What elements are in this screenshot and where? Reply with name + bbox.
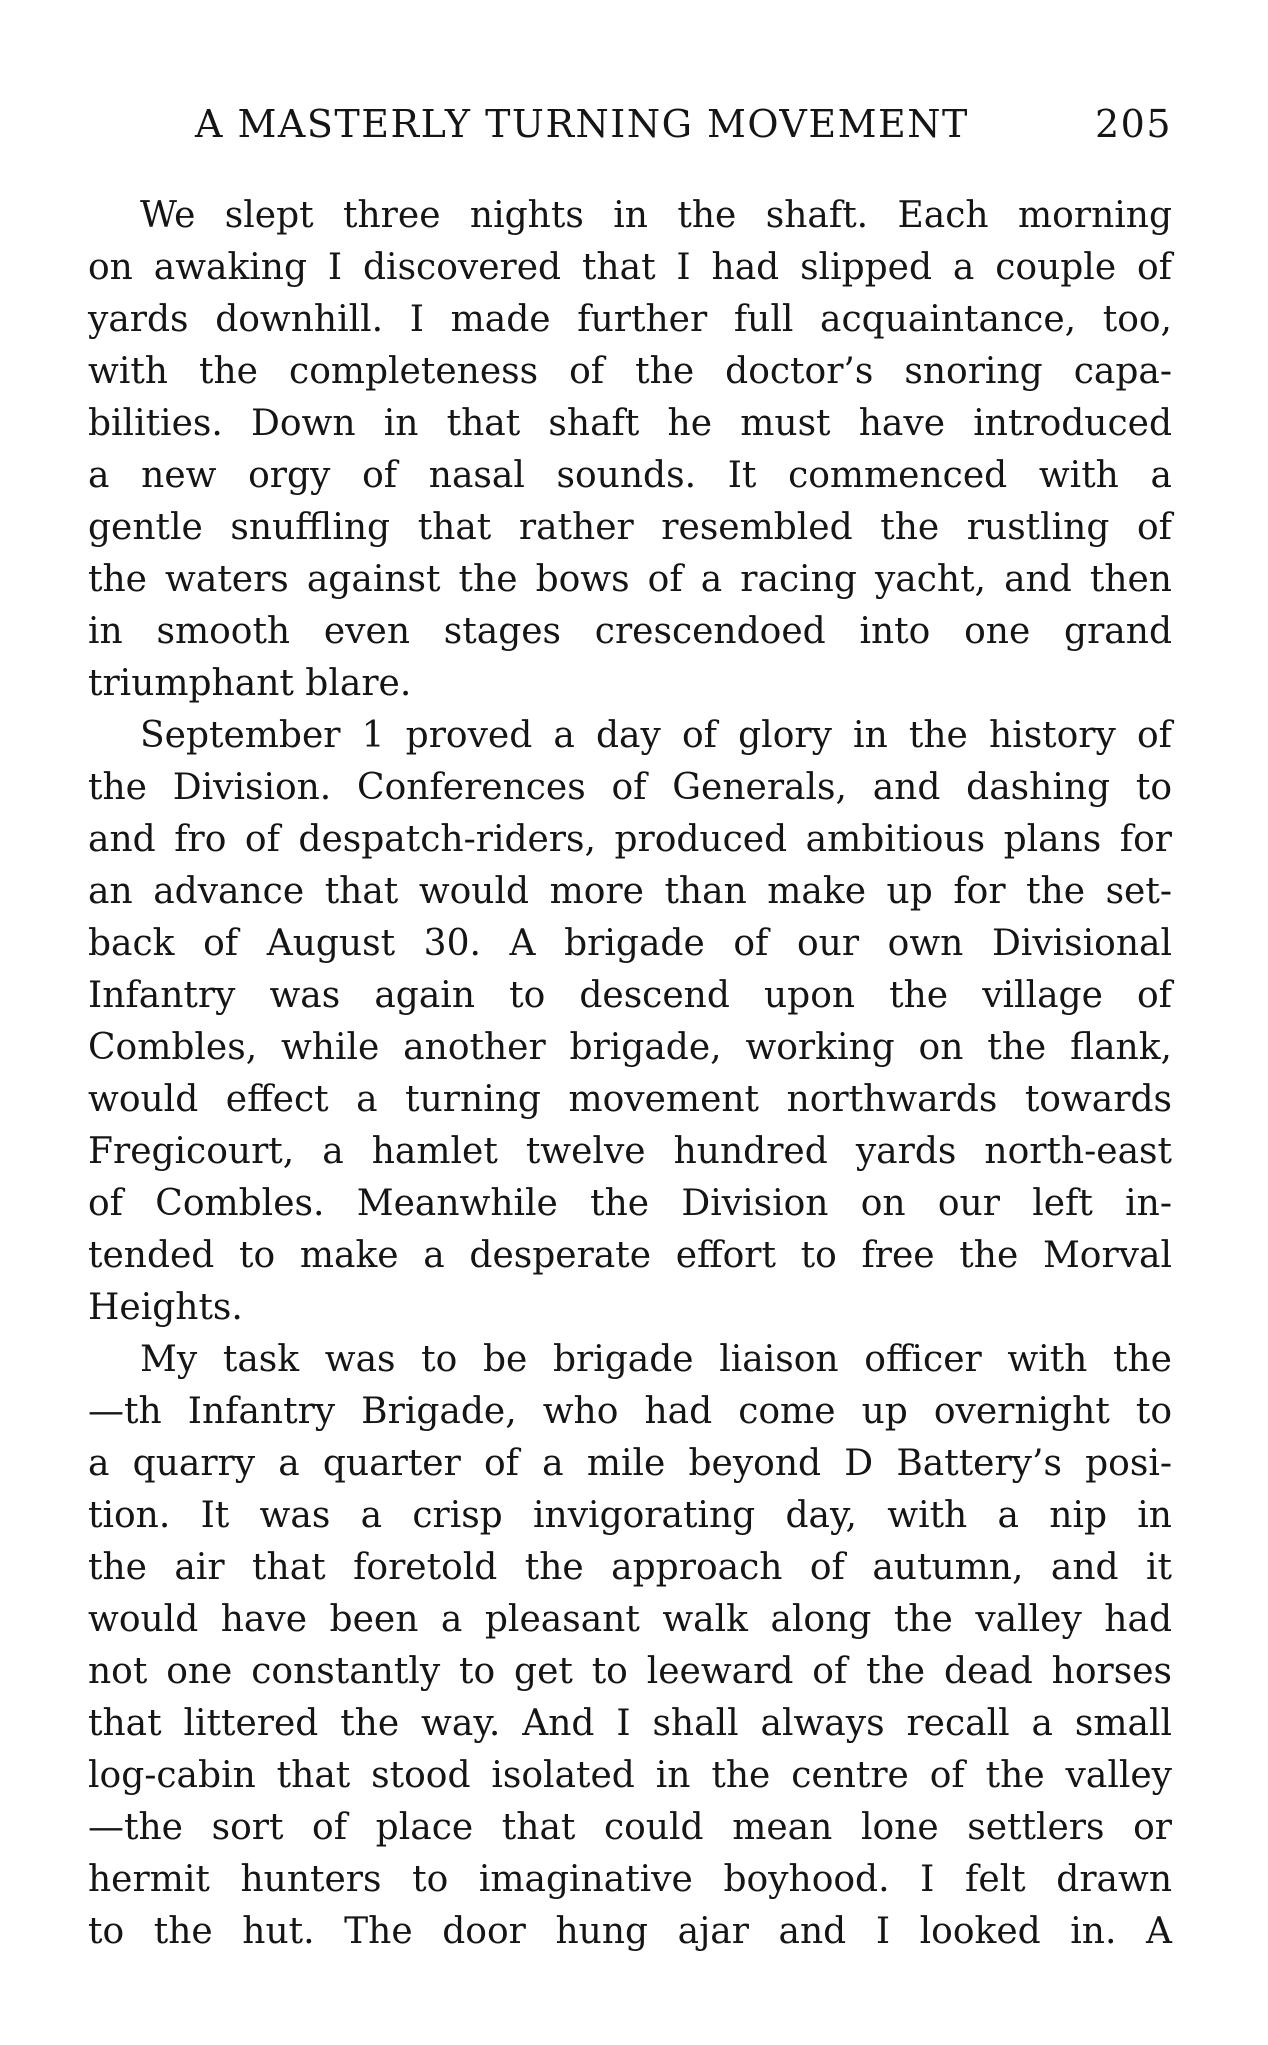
text-line: a quarry a quarter of a mile beyond D Battery’s posi- [88,1443,1172,1484]
text-line: to the hut. The door hung ajar and I looked in. A [88,1911,1172,1952]
text-line: —th Infantry Brigade, who had come up overnight to [88,1391,1172,1432]
text-line: with the completeness of the doctor’s snoring capa- [88,351,1172,392]
text-line: an advance that would more than make up for the set- [88,871,1172,912]
text-line: would effect a turning movement northwards towards [88,1079,1172,1120]
text-line: that littered the way. And I shall always recall a small [88,1703,1172,1744]
text-line: bilities. Down in that shaft he must have introduced [88,403,1172,444]
page-number: 205 [1094,102,1172,146]
body-text [88,190,1172,1958]
text-line: in smooth even stages crescendoed into one grand [88,611,1172,652]
text-line: a new orgy of nasal sounds. It commenced with a [88,455,1172,496]
text-line: the waters against the bows of a racing yacht, and then [88,559,1172,600]
text-line: back of August 30. A brigade of our own Divisional [88,923,1172,964]
text-line: Fregicourt, a hamlet twelve hundred yards north-east [88,1131,1172,1172]
text-line: the Division. Conferences of Generals, and dashing to [88,767,1172,808]
text-line: —the sort of place that could mean lone settlers or [88,1807,1172,1848]
text-line: the air that foretold the approach of autumn, and it [88,1547,1172,1588]
text-line: and fro of despatch-riders, produced ambitious plans for [88,819,1172,860]
text-line: tended to make a desperate effort to free the Morval [88,1235,1172,1276]
text-line: triumphant blare. [88,663,412,704]
text-line: September 1 proved a day of glory in the history of [140,715,1172,756]
text-line: Infantry was again to descend upon the village of [88,975,1172,1016]
text-line: hermit hunters to imaginative boyhood. I felt drawn [88,1859,1172,1900]
text-line: Combles, while another brigade, working on the flank, [88,1027,1172,1068]
text-line: would have been a pleasant walk along the valley had [88,1599,1172,1640]
text-line: yards downhill. I made further full acquaintance, too, [88,299,1172,340]
text-line: log-cabin that stood isolated in the centre of the valley [88,1755,1172,1796]
text-line: tion. It was a crisp invigorating day, with a nip in [88,1495,1172,1536]
text-line: not one constantly to get to leeward of the dead horses [88,1651,1172,1692]
text-line: My task was to be brigade liaison officer with the [140,1339,1172,1380]
running-head [195,96,1172,152]
text-line: gentle snuffling that rather resembled the rustling of [88,507,1172,548]
text-line: We slept three nights in the shaft. Each morning [140,195,1172,236]
chapter-title: A MASTERLY TURNING MOVEMENT [195,102,969,146]
text-line: on awaking I discovered that I had slipped a couple of [88,247,1172,288]
text-line: of Combles. Meanwhile the Division on our left in- [88,1183,1172,1224]
text-line: Heights. [88,1287,243,1328]
